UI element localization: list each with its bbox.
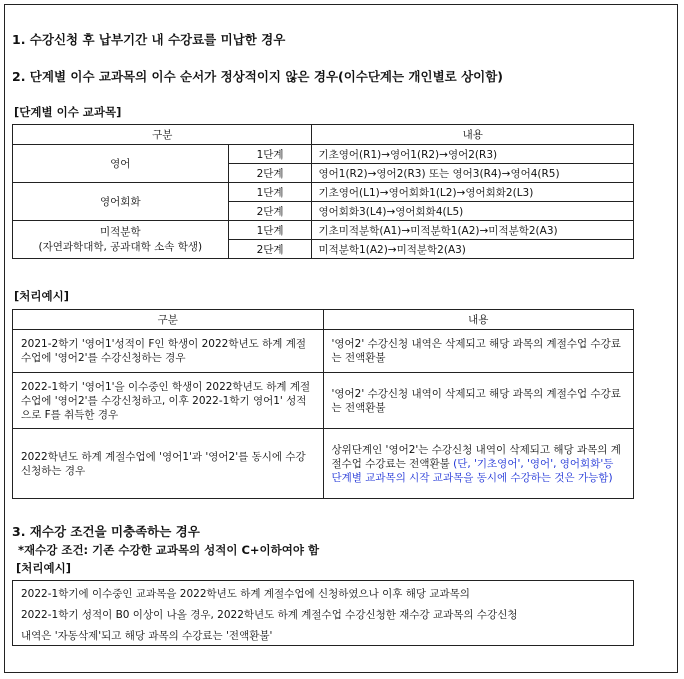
heading-3: 3. 재수강 조건을 미충족하는 경우 — [12, 524, 200, 539]
content-cell: 기초영어(R1)→영어1(R2)→영어2(R3) — [312, 145, 634, 164]
retake-condition: *재수강 조건: 기존 수강한 교과목의 성적이 C+이하여야 함 — [18, 543, 320, 557]
table1-header-category: 구분 — [13, 125, 312, 145]
content-cell: 영어회화3(L4)→영어회화4(L5) — [312, 202, 634, 221]
heading-2: 2. 단계별 이수 교과목의 이수 순서가 정상적이지 않은 경우(이수단계는 개인별로 상이함) — [12, 69, 504, 84]
table1-header-content: 내용 — [312, 125, 634, 145]
result-cell: '영어2' 수강신청 내역이 삭제되고 해당 과목의 계절수업 수강료는 전액환불 — [323, 373, 634, 429]
section3-example-title: [처리예시] — [16, 561, 71, 575]
level-cell: 2단계 — [228, 164, 312, 183]
case-cell: 2022-1학기 '영어1'을 이수중인 학생이 2022학년도 하계 계절수업에 '영어2'를 수강신청하고, 이후 2022-1학기 영어1' 성적으로 F를 취득한 경우 — [13, 373, 324, 429]
subject-english-conversation: 영어회화 — [13, 183, 229, 221]
subject-calculus-note: (자연과학대학, 공과대학 소속 학생) — [38, 240, 203, 253]
result-note: (단, '기초영어', '영어', 영어회화'등 단계별 교과목의 시작 교과목을 동시에 수강하는 것은 가능함) — [331, 457, 614, 484]
case-cell: 2022학년도 하계 계절수업에 '영어1'과 '영어2'를 동시에 수강신청하는 경우 — [13, 429, 324, 499]
table2-header-content: 내용 — [323, 310, 634, 330]
stage-courses-table — [12, 124, 634, 259]
case-cell: 2021-2학기 '영어1'성적이 F인 학생이 2022학년도 하계 계절수업에 '영어2'를 수강신청하는 경우 — [13, 330, 324, 373]
content-cell: 미적분학1(A2)→미적분학2(A3) — [312, 240, 634, 259]
level-cell: 1단계 — [228, 183, 312, 202]
level-cell: 1단계 — [228, 221, 312, 240]
table2-header-category: 구분 — [13, 310, 324, 330]
example-line: 2022-1학기에 이수중인 교과목을 2022학년도 하계 계절수업에 신청하였으나 이후 해당 교과목의 — [21, 588, 470, 600]
heading-1: 1. 수강신청 후 납부기간 내 수강료를 미납한 경우 — [12, 32, 286, 47]
retake-example-box — [12, 580, 634, 646]
table1-title: [단계별 이수 교과목] — [14, 105, 122, 119]
result-cell — [323, 429, 634, 499]
level-cell: 1단계 — [228, 145, 312, 164]
subject-calculus — [13, 221, 229, 259]
content-cell: 영어1(R2)→영어2(R3) 또는 영어3(R4)→영어4(R5) — [312, 164, 634, 183]
table2-title: [처리예시] — [14, 289, 69, 303]
level-cell: 2단계 — [228, 240, 312, 259]
content-cell: 기초미적분학(A1)→미적분학1(A2)→미적분학2(A3) — [312, 221, 634, 240]
result-cell: '영어2' 수강신청 내역은 삭제되고 해당 과목의 계절수업 수강료는 전액환불 — [323, 330, 634, 373]
result-text: 상위단계인 '영어2'는 수강신청 내역이 삭제되고 해당 과목의 계절수업 수강료는 전액환불 — [331, 443, 621, 470]
subject-english: 영어 — [13, 145, 229, 183]
example-line: 2022-1학기 성적이 B0 이상이 나올 경우, 2022학년도 하계 계절수업 수강신청한 재수강 교과목의 수강신청 — [21, 609, 518, 621]
processing-example-table — [12, 309, 634, 499]
example-line: 내역은 '자동삭제'되고 해당 과목의 수강료는 '전액환불' — [21, 630, 273, 642]
subject-calculus-name: 미적분학 — [100, 225, 141, 238]
level-cell: 2단계 — [228, 202, 312, 221]
content-cell: 기초영어(L1)→영어회화1(L2)→영어회화2(L3) — [312, 183, 634, 202]
